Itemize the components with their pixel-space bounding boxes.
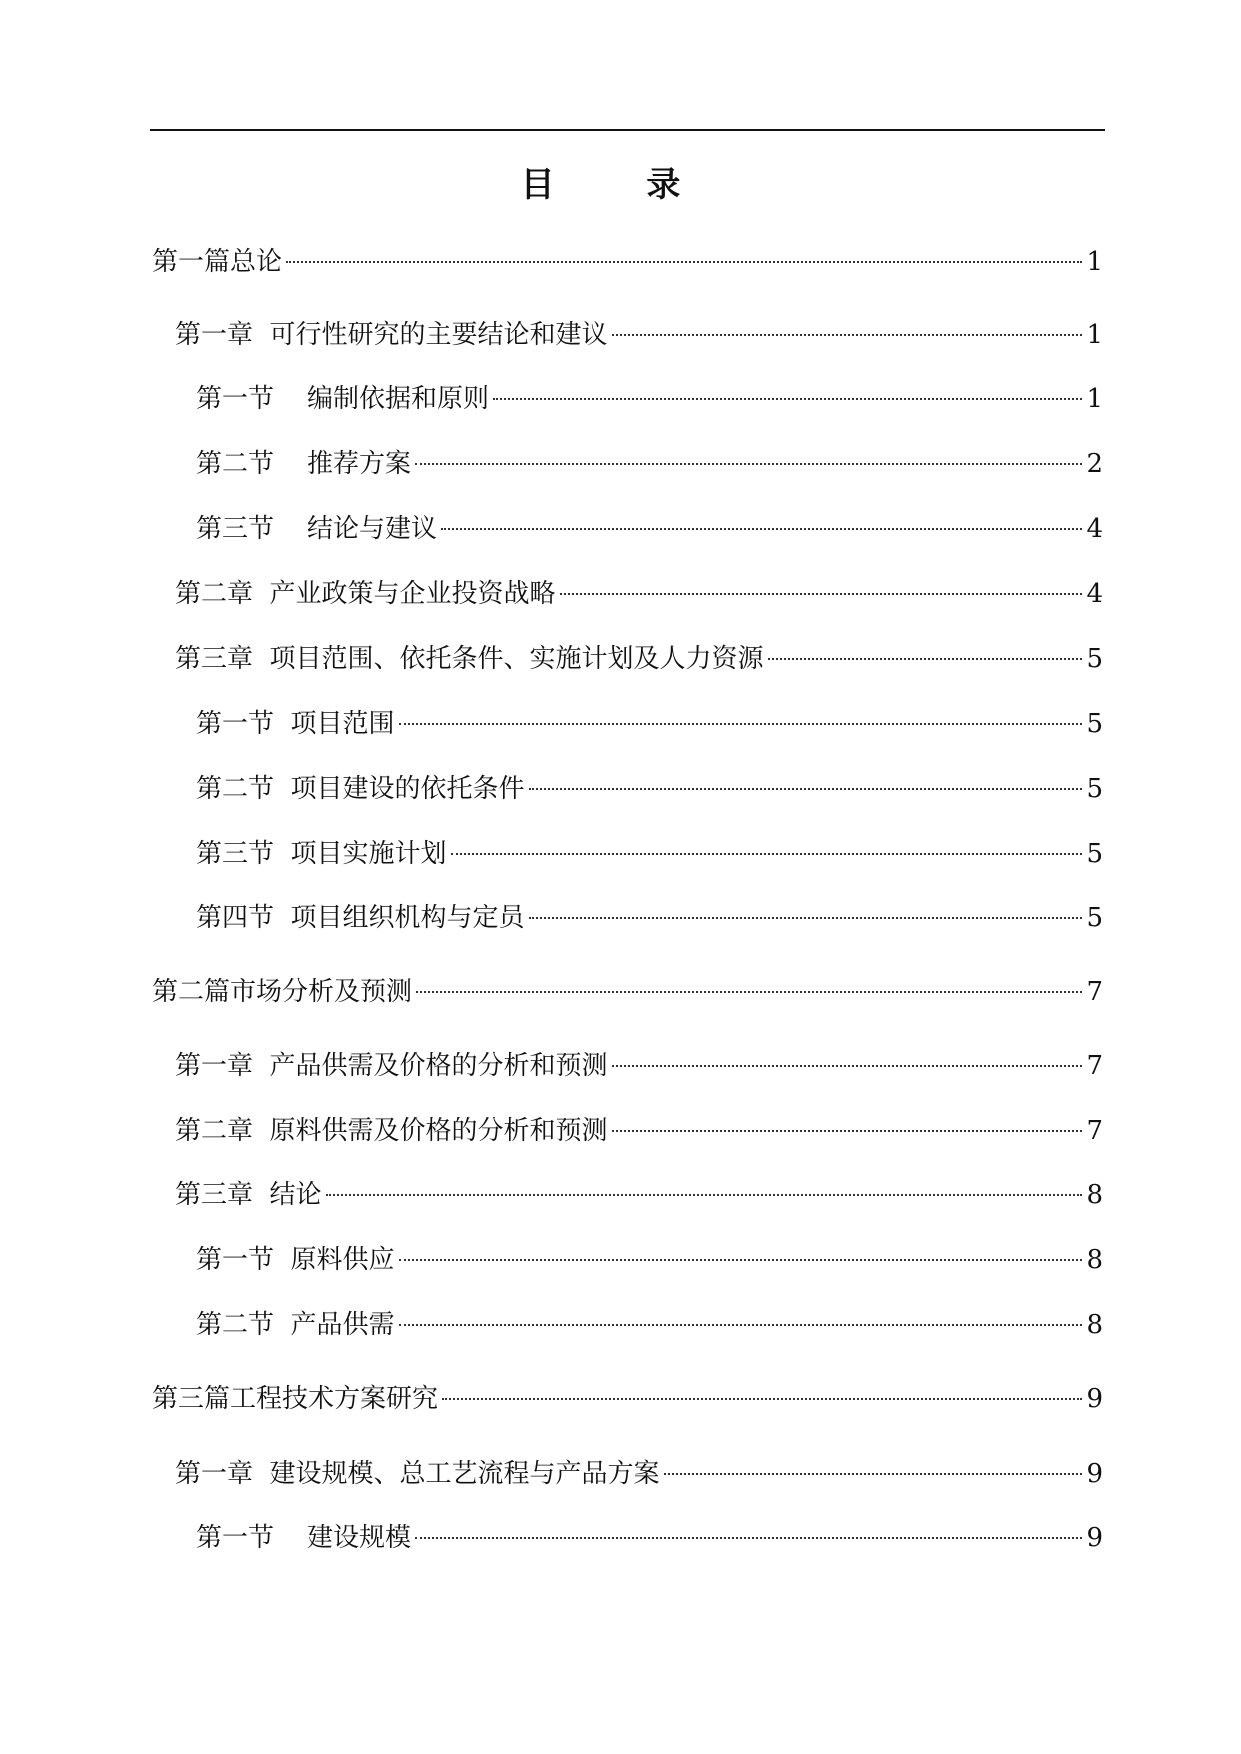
toc-entry[interactable]: [196, 898, 1103, 938]
dot-leader: [664, 1473, 1083, 1475]
toc-entry[interactable]: [175, 315, 1103, 355]
toc-entry[interactable]: [152, 1379, 1103, 1419]
toc-entry[interactable]: [196, 379, 1103, 419]
toc-entry[interactable]: [196, 704, 1103, 744]
toc-entry[interactable]: [152, 972, 1103, 1012]
dot-leader: [442, 1398, 1082, 1400]
toc-entry-label: 第二章 原料供需及价格的分析和预测: [175, 1116, 608, 1146]
dot-leader: [612, 334, 1083, 336]
dot-leader: [768, 658, 1083, 660]
toc-entry-label: 第一节 项目范围: [196, 709, 395, 739]
toc-entry-page: 9: [1086, 1459, 1103, 1489]
toc-entry[interactable]: [175, 1046, 1103, 1086]
dot-leader: [415, 1537, 1082, 1539]
toc-entry[interactable]: [196, 1518, 1103, 1558]
toc-entry-label: 第一章 建设规模、总工艺流程与产品方案: [175, 1459, 660, 1489]
dot-leader: [416, 991, 1082, 993]
toc-entry-label: 第一节 原料供应: [196, 1245, 395, 1275]
toc-entry-page: 5: [1086, 709, 1103, 739]
toc-entry-label: 第三章 结论: [175, 1180, 322, 1210]
toc-entry[interactable]: [175, 639, 1103, 679]
header-rule: [150, 129, 1105, 131]
toc-entry-label: 第二节 项目建设的依托条件: [196, 774, 525, 804]
toc-entry-label: 第三节 结论与建议: [196, 514, 438, 544]
toc-entry[interactable]: [175, 1175, 1103, 1215]
toc-entry-label: 第二节 产品供需: [196, 1310, 395, 1340]
toc-entry-label: 第三篇工程技术方案研究: [152, 1384, 439, 1414]
toc-entry[interactable]: [196, 1240, 1103, 1280]
toc-entry-page: 8: [1086, 1310, 1103, 1340]
dot-leader: [451, 853, 1083, 855]
toc-entry-label: 第一章 可行性研究的主要结论和建议: [175, 320, 608, 350]
toc-entry[interactable]: [152, 242, 1103, 282]
dot-leader: [441, 528, 1082, 530]
toc-entry-page: 8: [1086, 1245, 1103, 1275]
dot-leader: [493, 398, 1082, 400]
toc-entry-page: 7: [1086, 977, 1103, 1007]
toc-entry[interactable]: [196, 1305, 1103, 1345]
toc-entry-page: 5: [1086, 644, 1103, 674]
toc-entry[interactable]: [196, 444, 1103, 484]
toc-entry-label: 第二篇市场分析及预测: [152, 977, 413, 1007]
toc-entry-page: 4: [1086, 514, 1103, 544]
dot-leader: [612, 1130, 1083, 1132]
toc-entry-label: 第二节 推荐方案: [196, 449, 412, 479]
toc-entry[interactable]: [175, 1454, 1103, 1494]
dot-leader: [399, 1324, 1083, 1326]
toc-entry-label: 第二章 产业政策与企业投资战略: [175, 579, 556, 609]
toc-entry-label: 第一篇总论: [152, 247, 283, 277]
toc-entry-label: 第三章 项目范围、依托条件、实施计划及人力资源: [175, 644, 764, 674]
toc-entry-page: 9: [1086, 1523, 1103, 1553]
toc-entry-page: 2: [1086, 449, 1103, 479]
toc-entry[interactable]: [175, 1111, 1103, 1151]
dot-leader: [286, 261, 1082, 263]
toc-entry[interactable]: [196, 769, 1103, 809]
toc-entry-page: 5: [1086, 774, 1103, 804]
dot-leader: [399, 1259, 1083, 1261]
toc-entry-page: 7: [1086, 1051, 1103, 1081]
toc-entry-page: 1: [1086, 320, 1103, 350]
toc-entry-page: 7: [1086, 1116, 1103, 1146]
toc-entry-page: 5: [1086, 839, 1103, 869]
toc-entry-page: 4: [1086, 579, 1103, 609]
toc-entry-label: 第一章 产品供需及价格的分析和预测: [175, 1051, 608, 1081]
toc-entry[interactable]: [196, 509, 1103, 549]
toc-entry-label: 第四节 项目组织机构与定员: [196, 903, 525, 933]
toc-entry-page: 8: [1086, 1180, 1103, 1210]
toc-entry-page: 5: [1086, 903, 1103, 933]
dot-leader: [529, 788, 1083, 790]
toc-entry-label: 第三节 项目实施计划: [196, 839, 447, 869]
dot-leader: [612, 1065, 1083, 1067]
toc-entry-page: 1: [1086, 247, 1103, 277]
dot-leader: [560, 593, 1083, 595]
toc-entry-page: 9: [1086, 1384, 1103, 1414]
dot-leader: [399, 723, 1083, 725]
toc-entry-label: 第一节 编制依据和原则: [196, 384, 490, 414]
toc-entry-page: 1: [1086, 384, 1103, 414]
dot-leader: [415, 463, 1082, 465]
dot-leader: [326, 1194, 1083, 1196]
dot-leader: [529, 917, 1083, 919]
toc-entry-label: 第一节 建设规模: [196, 1523, 412, 1553]
toc-entry[interactable]: [196, 834, 1103, 874]
toc-entry[interactable]: [175, 574, 1103, 614]
toc-title: 目 录: [520, 165, 721, 205]
